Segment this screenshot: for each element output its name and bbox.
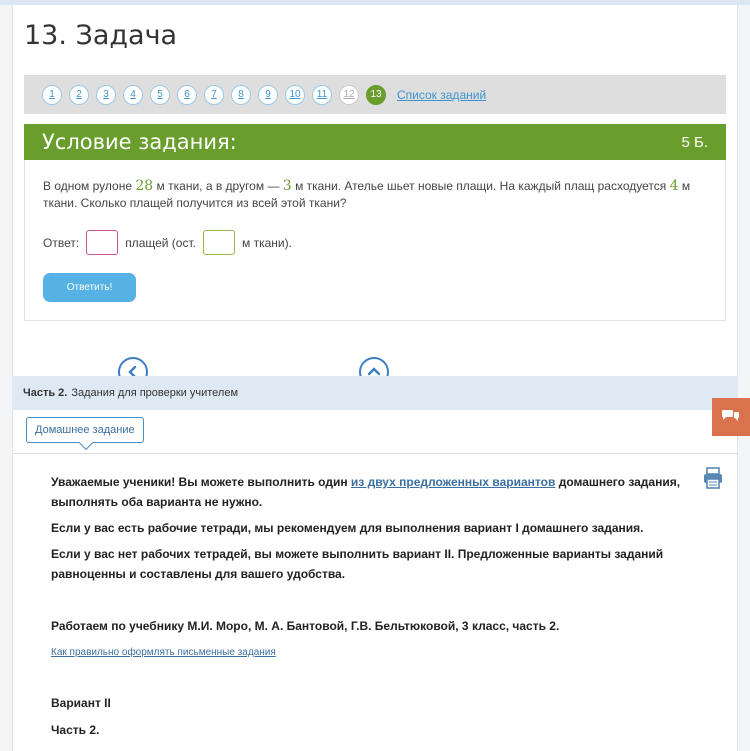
part-number: Часть 2.: [23, 387, 68, 399]
answer-end-label: м ткани).: [241, 235, 292, 250]
pager-item[interactable]: 7: [204, 85, 224, 105]
textbook-paragraph: Работаем по учебнику М.И. Моро, М. А. Бантовой, Г.В. Бельтюковой, 3 класс, часть 2.: [51, 619, 560, 633]
intro-text-end: домашнего задания, выполнять оба варианта не нужно.: [51, 475, 681, 509]
part-title: Задания для проверки учителем: [71, 387, 239, 399]
task-number: 28: [135, 178, 154, 194]
pager-item[interactable]: 10: [285, 85, 305, 105]
condition-header: [24, 124, 726, 160]
variants-link[interactable]: из двух предложенных вариантов: [350, 475, 556, 489]
answer-input-cloaks[interactable]: [86, 230, 118, 255]
task-text-part: м ткани. Сколько плащей получится из всей этой ткани?: [43, 179, 691, 210]
printer-icon[interactable]: [702, 466, 724, 490]
homework-tab-bar: [12, 410, 738, 454]
part-bar: [12, 376, 738, 410]
workbook-paragraph: Если у вас есть рабочие тетради, мы рекомендуем для выполнения вариант I домашнего задания.: [51, 521, 644, 535]
no-workbook-paragraph: Если у вас нет рабочих тетрадей, вы можете выполнить вариант II. Предложенные варианты заданий равноценны и составлены для вашего удобства.: [51, 547, 664, 581]
pager-item[interactable]: 2: [69, 85, 89, 105]
tab-pointer: [79, 436, 93, 450]
task-text-part: м ткани. Ателье шьет новые плащи. На каждый плащ расходуется: [295, 179, 667, 193]
pager-item[interactable]: 9: [258, 85, 278, 105]
condition-title: Условие задания:: [42, 130, 237, 154]
intro-text: Уважаемые ученики! Вы можете выполнить один: [51, 475, 348, 489]
tab-homework[interactable]: [26, 417, 144, 443]
pager-item[interactable]: 6: [177, 85, 197, 105]
task-text-part: В одном рулоне: [43, 179, 133, 193]
intro-paragraph: [51, 472, 691, 512]
variant-heading: Вариант II: [51, 696, 111, 710]
task-list-link[interactable]: Список заданий: [397, 87, 487, 102]
task-number: 3: [282, 178, 292, 194]
condition-body: [24, 160, 726, 321]
format-help-link[interactable]: Как правильно оформлять письменные задания: [51, 647, 276, 658]
task-pager: [24, 75, 726, 114]
submit-button[interactable]: Ответить!: [43, 273, 136, 302]
points-badge: 5 Б.: [681, 133, 708, 151]
pager-item[interactable]: 8: [231, 85, 251, 105]
task-number: 4: [669, 178, 679, 194]
answer-label: Ответ:: [43, 235, 80, 250]
pager-item[interactable]: 13: [366, 85, 386, 105]
chat-icon[interactable]: [712, 398, 750, 436]
task-text: [43, 178, 715, 212]
pager-item[interactable]: 5: [150, 85, 170, 105]
pager-item[interactable]: 11: [312, 85, 332, 105]
part-heading: Часть 2.: [51, 723, 100, 737]
task-text-part: м ткани, а в другом —: [156, 179, 280, 193]
pager-item[interactable]: 4: [123, 85, 143, 105]
pager-item[interactable]: 1: [42, 85, 62, 105]
page-title: 13. Задача: [24, 20, 178, 51]
pager-item[interactable]: 12: [339, 85, 359, 105]
pager-item[interactable]: 3: [96, 85, 116, 105]
answer-mid-label: плащей (ост.: [125, 235, 196, 250]
answer-input-remainder[interactable]: [203, 230, 235, 255]
tab-homework-label: Домашнее задание: [35, 424, 135, 436]
answer-row: [43, 230, 292, 255]
